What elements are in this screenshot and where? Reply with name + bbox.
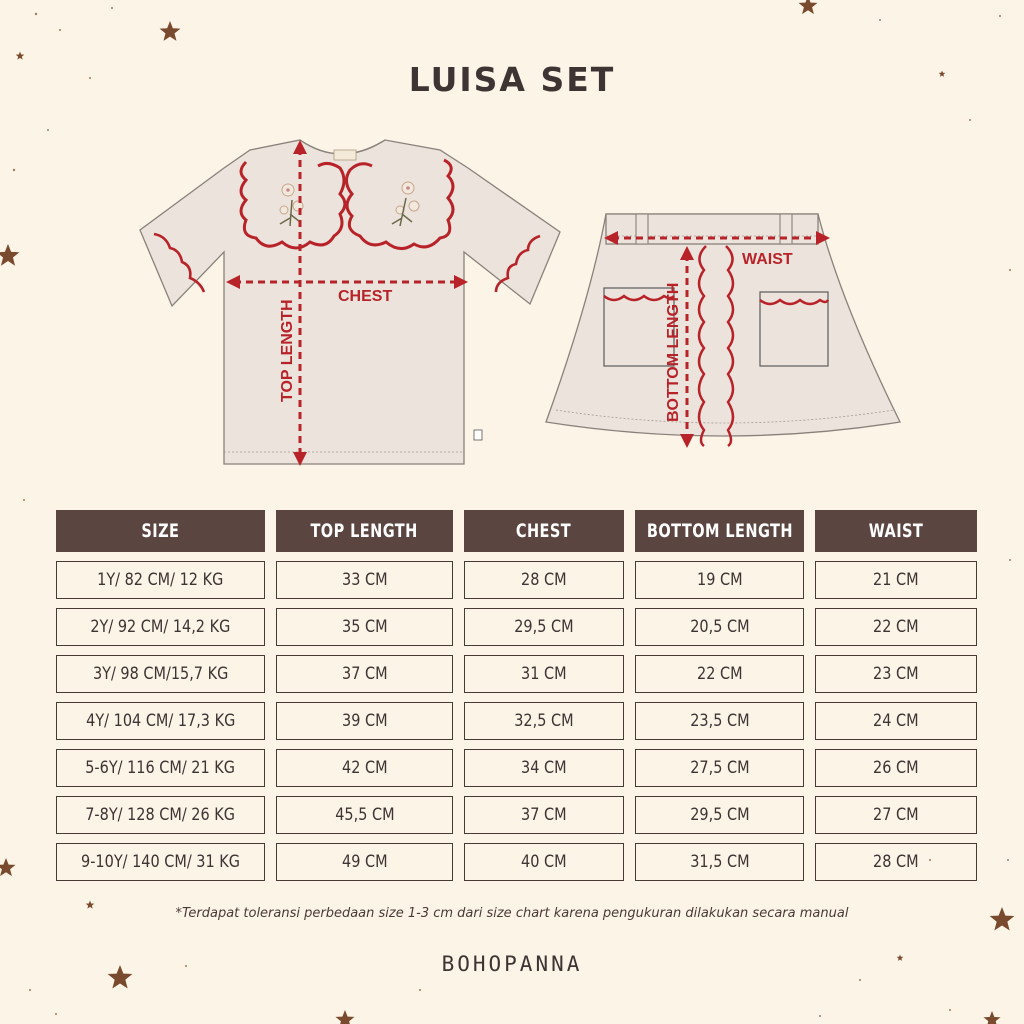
star-icon [983,1011,1000,1024]
top-length-cell: 42 CM [276,749,453,787]
size-cell: 5-6Y/ 116 CM/ 21 KG [56,749,265,787]
chest-cell: 29,5 CM [464,608,624,646]
bottom-length-cell: 31,5 CM [635,843,804,881]
skirt-illustration [546,214,900,448]
star-icon [0,858,16,876]
waist-cell: 24 CM [815,702,977,740]
bottom-length-label: BOTTOM LENGTH [665,282,682,422]
bottom-length-cell: 23,5 CM [635,702,804,740]
chest-cell: 28 CM [464,561,624,599]
top-length-cell: 39 CM [276,702,453,740]
top-length-label: TOP LENGTH [279,299,296,402]
size-chart-table [56,510,968,881]
size-cell: 4Y/ 104 CM/ 17,3 KG [56,702,265,740]
chest-cell: 40 CM [464,843,624,881]
size-cell: 1Y/ 82 CM/ 12 KG [56,561,265,599]
waist-cell: 22 CM [815,608,977,646]
top-length-cell: 35 CM [276,608,453,646]
bottom-length-cell: 22 CM [635,655,804,693]
brand-logo: BOHOPANNA [441,952,583,976]
column-header-top-length: TOP LENGTH [276,510,453,552]
size-cell: 2Y/ 92 CM/ 14,2 KG [56,608,265,646]
chest-cell: 37 CM [464,796,624,834]
top-length-cell: 33 CM [276,561,453,599]
garment-illustrations [0,0,1024,480]
column-header-chest: CHEST [464,510,624,552]
bottom-length-cell: 27,5 CM [635,749,804,787]
bottom-length-cell: 20,5 CM [635,608,804,646]
size-cell: 9-10Y/ 140 CM/ 31 KG [56,843,265,881]
waist-cell: 21 CM [815,561,977,599]
column-header-size: SIZE [56,510,265,552]
star-icon [336,1010,355,1024]
top-length-cell: 37 CM [276,655,453,693]
top-length-cell: 49 CM [276,843,453,881]
top-length-cell: 45,5 CM [276,796,453,834]
waist-cell: 26 CM [815,749,977,787]
tolerance-footnote: *Terdapat toleransi perbedaan size 1-3 cm dari size chart karena pengukuran dilakukan secara manual [175,906,849,921]
waist-label: WAIST [742,251,793,268]
waist-cell: 28 CM [815,843,977,881]
top-illustration [140,140,560,466]
size-cell: 7-8Y/ 128 CM/ 26 KG [56,796,265,834]
chest-label: CHEST [338,288,393,305]
size-cell: 3Y/ 98 CM/15,7 KG [56,655,265,693]
column-header-waist: WAIST [815,510,977,552]
bottom-length-cell: 19 CM [635,561,804,599]
chest-cell: 31 CM [464,655,624,693]
waist-cell: 23 CM [815,655,977,693]
bottom-length-cell: 29,5 CM [635,796,804,834]
chest-cell: 32,5 CM [464,702,624,740]
column-header-bottom-length: BOTTOM LENGTH [635,510,804,552]
waist-cell: 27 CM [815,796,977,834]
chest-cell: 34 CM [464,749,624,787]
page-title: LUISA SET [408,60,616,99]
